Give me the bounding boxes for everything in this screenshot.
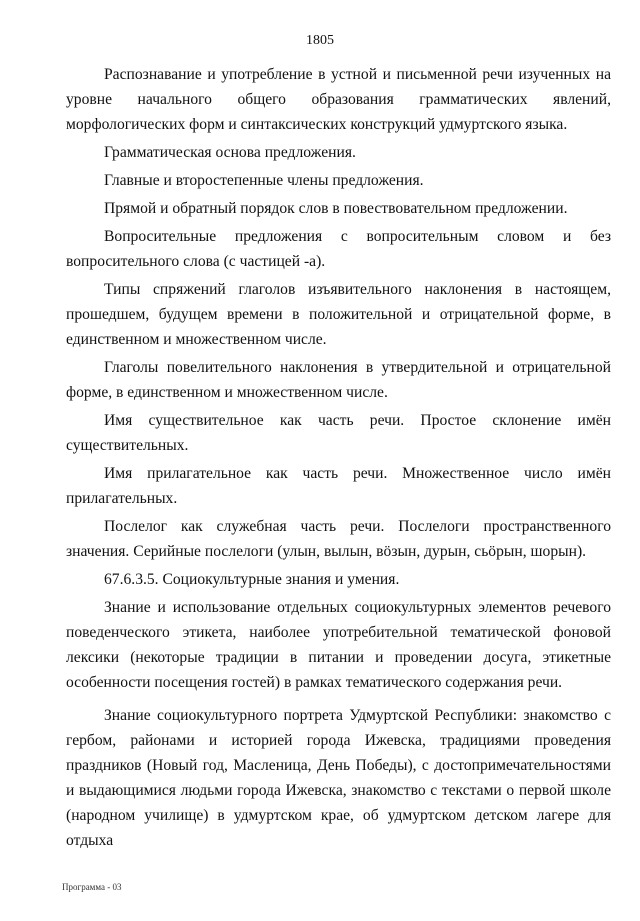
footer-label: Программа - 03 <box>62 882 122 892</box>
page-number: 1805 <box>306 33 334 48</box>
paragraph: Распознавание и употребление в устной и письменной речи изученных на уровне начального общего образования грамматических явлений, морфологических форм и синтаксических конструкций удмуртского языка. <box>66 66 611 133</box>
paragraph: Послелог как служебная часть речи. Послелоги пространственного значения. Серийные послелоги (улын, вылын, вӧзын, дурын, сьӧрын, шорын). <box>66 518 611 560</box>
paragraph: Главные и второстепенные члены предложения. <box>104 172 424 189</box>
paragraph: Типы спряжений глаголов изъявительного наклонения в настоящем, прошедшем, будущем времени в положительной и отрицательной форме, в единственном и множественном числе. <box>66 281 611 348</box>
document-body <box>66 62 611 853</box>
paragraph: Имя существительное как часть речи. Простое склонение имён существительных. <box>66 412 611 454</box>
paragraph: Прямой и обратный порядок слов в повествовательном предложении. <box>104 200 568 217</box>
paragraph: Вопросительные предложения с вопросительным словом и без вопросительного слова (с частицей -а). <box>66 228 611 270</box>
paragraph: Знание социокультурного портрета Удмуртской Республики: знакомство с гербом, районами и историей города Ижевска, традициями проведения праздников (Новый год, Масленица, День Победы), с достопримечательностями и выдающимися людьми города Ижевска, знакомство с текстами о первой школе (народном училище) в удмуртском крае, об удмуртском детском лагере для отдыха <box>66 707 611 849</box>
paragraph: Глаголы повелительного наклонения в утвердительной и отрицательной форме, в единственном и множественном числе. <box>66 359 611 401</box>
paragraph: Знание и использование отдельных социокультурных элементов речевого поведенческого этикета, наиболее употребительной тематической фоновой лексики (некоторые традиции в питании и проведении досуга, этикетные особенности посещения гостей) в рамках тематического содержания речи. <box>66 599 611 691</box>
paragraph: Грамматическая основа предложения. <box>104 144 356 161</box>
paragraph: Имя прилагательное как часть речи. Множественное число имён прилагательных. <box>66 465 611 507</box>
section-heading: 67.6.3.5. Социокультурные знания и умения. <box>104 571 400 588</box>
